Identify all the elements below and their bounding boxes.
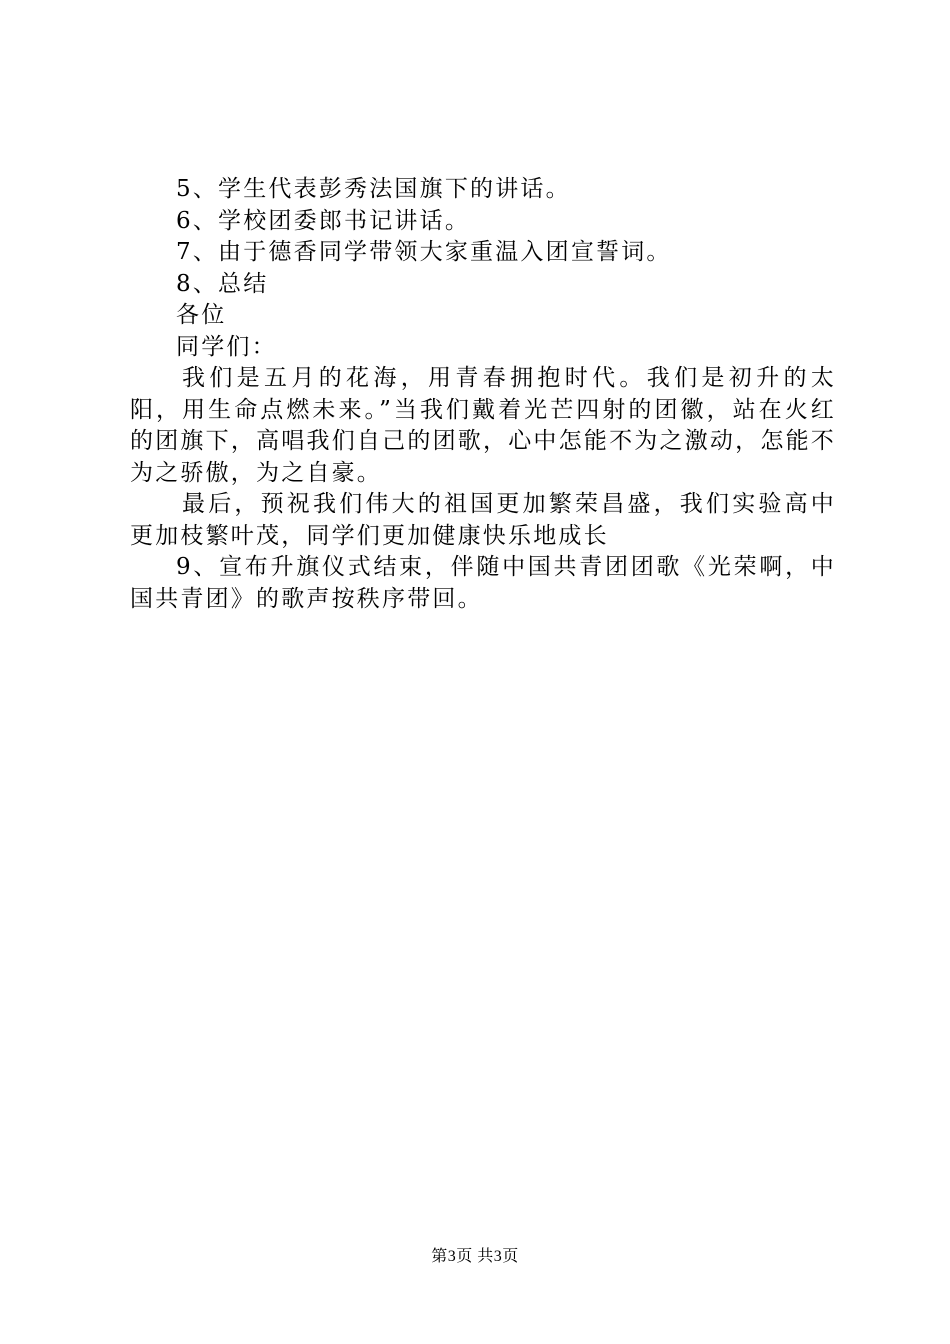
salutation-line-1: 各位 [176,302,227,328]
speech-paragraph: 我们是五月的花海，用青春拥抱时代。我们是初升的太阳，用生命点燃未来。”当我们戴着光芒四射的团徽，站在火红的团旗下，高唱我们自己的团歌，心中怎能不为之激动，怎能不为之骄傲，为之自豪。 [130,365,836,486]
agenda-item-6: 6、学校团委郎书记讲话。 [176,207,471,234]
page-footer: 第3页 共3页 [431,1248,519,1265]
agenda-item-9: 9、宣布升旗仪式结束，伴随中国共青团团歌《光荣啊，中国共青团》的歌声按秩序带回。 [130,554,836,612]
agenda-item-8: 8、总结 [176,270,269,297]
agenda-item-5: 5、学生代表彭秀法国旗下的讲话。 [176,176,571,202]
closing-paragraph: 最后，预祝我们伟大的祖国更加繁荣昌盛，我们实验高中更加枝繁叶茂，同学们更加健康快乐地成长 [130,491,836,549]
document-body [130,174,836,615]
salutation-line-2: 同学们： [176,333,277,360]
agenda-item-7: 7、由于德香同学带领大家重温入团宣誓词。 [176,239,672,265]
